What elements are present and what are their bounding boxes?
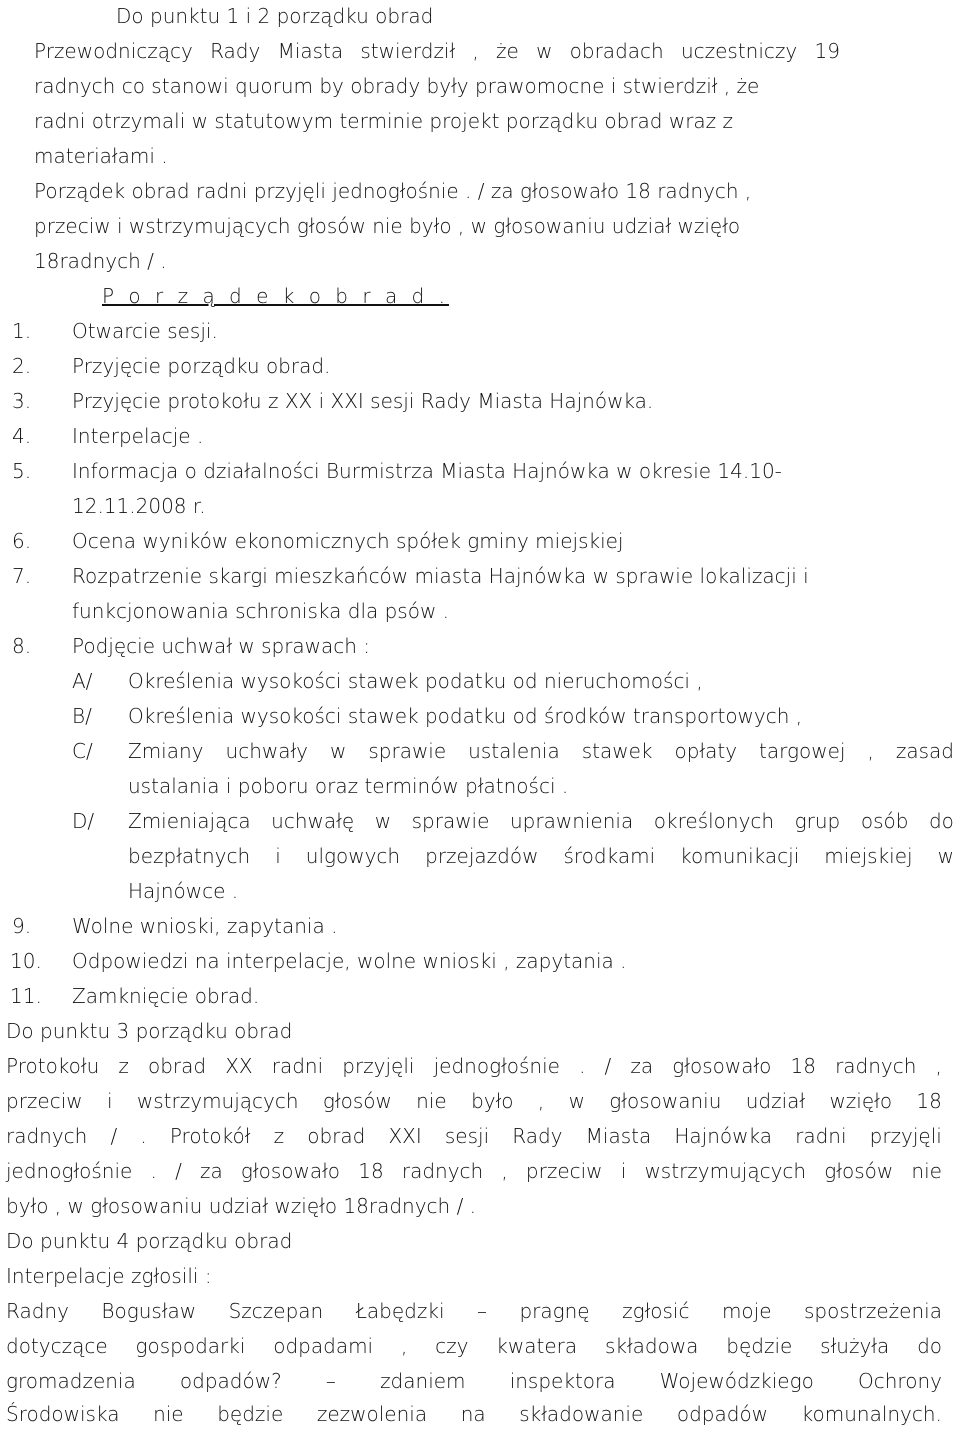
agenda-item: Informacja o działalności Burmistrza Miasta Hajnówka w okresie 14.10- <box>72 459 782 483</box>
word: będzie <box>726 1334 793 1358</box>
subitem-letter: D/ <box>72 809 95 833</box>
word: bezpłatnych <box>128 844 251 868</box>
word: 18 <box>790 1054 816 1078</box>
word: określonych <box>653 809 775 833</box>
word: odpadów <box>676 1402 769 1426</box>
word: targowej <box>759 739 846 763</box>
word: , <box>935 1054 942 1078</box>
word: za <box>199 1159 223 1183</box>
agenda-item: Wolne wnioski, zapytania . <box>72 914 338 938</box>
agenda-number: 2. <box>12 354 32 378</box>
word: Zmieniająca <box>128 809 251 833</box>
word: przejazdów <box>425 844 539 868</box>
word: / <box>604 1054 612 1078</box>
word: nie <box>416 1089 447 1113</box>
subitem-letter: C/ <box>72 739 93 763</box>
word: w <box>374 809 392 833</box>
word: Szczepan <box>228 1299 324 1323</box>
word: w <box>937 844 954 868</box>
word: stwierdził <box>360 39 456 63</box>
word: z <box>118 1054 129 1078</box>
word: opłaty <box>674 739 738 763</box>
subitem-continuation: Hajnówce . <box>128 879 239 903</box>
word: 18 <box>358 1159 384 1183</box>
paragraph-line: materiałami . <box>34 144 168 168</box>
agenda-item: Odpowiedzi na interpelacje, wolne wnioski , zapytania . <box>72 949 627 973</box>
word: stawek <box>581 739 653 763</box>
word: uchwały <box>225 739 308 763</box>
word: – <box>325 1369 336 1393</box>
word: radni <box>271 1054 324 1078</box>
word: inspektora <box>509 1369 616 1393</box>
paragraph-line <box>6 1122 942 1150</box>
word: , <box>472 39 479 63</box>
subitem: Określenia wysokości stawek podatku od nieruchomości , <box>128 669 703 693</box>
word: głosowało <box>672 1054 772 1078</box>
word: sprawie <box>368 739 447 763</box>
agenda-item: Przyjęcie porządku obrad. <box>72 354 331 378</box>
agenda-item-continuation: 12.11.2008 r. <box>72 494 206 518</box>
word: Łabędzki <box>355 1299 445 1323</box>
word: w <box>330 739 347 763</box>
agenda-item-continuation: funkcjonowania schroniska dla psów . <box>72 599 450 623</box>
word: Rady <box>210 39 261 63</box>
word: przyjęli <box>869 1124 942 1148</box>
word: Środowiska <box>6 1402 120 1426</box>
word: . <box>140 1124 147 1148</box>
word: Bogusław <box>101 1299 197 1323</box>
word: obradach <box>569 39 664 63</box>
word: uchwałę <box>271 809 355 833</box>
word: na <box>460 1402 486 1426</box>
paragraph-line: 18radnych / . <box>34 249 167 273</box>
section-heading-4: Do punktu 4 porządku obrad <box>6 1229 293 1253</box>
agenda-number: 4. <box>12 424 32 448</box>
word: spostrzeżenia <box>804 1299 942 1323</box>
agenda-number: 9. <box>12 914 32 938</box>
word: Protokół <box>169 1124 251 1148</box>
word: Wojewódzkiego <box>659 1369 814 1393</box>
word: głosów <box>824 1159 894 1183</box>
word: głosowało <box>240 1159 341 1183</box>
paragraph-line: Porządek obrad radni przyjęli jednogłośnie . / za głosowało 18 radnych , <box>34 179 752 203</box>
word: zgłosić <box>622 1299 690 1323</box>
word: , <box>501 1159 508 1183</box>
word: sprawie <box>411 809 490 833</box>
agenda-number: 8. <box>12 634 32 658</box>
agenda-number: 6. <box>12 529 32 553</box>
word: Protokołu <box>6 1054 100 1078</box>
word: , <box>867 739 874 763</box>
word: i <box>620 1159 627 1183</box>
word: Zmiany <box>128 739 204 763</box>
word: uczestniczy <box>680 39 798 63</box>
paragraph-line <box>6 1297 942 1325</box>
word: uprawnienia <box>509 809 634 833</box>
word: czy <box>435 1334 469 1358</box>
word: XX <box>225 1054 253 1078</box>
paragraph-line: przeciw i wstrzymujących głosów nie było , w głosowaniu udział wzięło <box>34 214 741 238</box>
agenda-number: 3. <box>12 389 32 413</box>
word: osób <box>860 809 909 833</box>
subitem: Określenia wysokości stawek podatku od środków transportowych , <box>128 704 803 728</box>
word: radnych <box>835 1054 917 1078</box>
word: gromadzenia <box>6 1369 136 1393</box>
word: wzięło <box>829 1089 893 1113</box>
word: jednogłośnie <box>433 1054 560 1078</box>
word: z <box>273 1124 285 1148</box>
paragraph-line <box>6 1367 942 1395</box>
paragraph-line <box>6 1052 942 1080</box>
word: składowanie <box>519 1402 644 1426</box>
subitem <box>128 737 954 765</box>
paragraph-line <box>6 1157 942 1185</box>
paragraph-line: radni otrzymali w statutowym terminie projekt porządku obrad wraz z <box>34 109 734 133</box>
word: zasad <box>895 739 954 763</box>
word: składowa <box>604 1334 699 1358</box>
word: głosów <box>322 1089 392 1113</box>
word: nie <box>911 1159 942 1183</box>
word: środkami <box>563 844 656 868</box>
word: grup <box>794 809 841 833</box>
agenda-item: Otwarcie sesji. <box>72 319 218 343</box>
word: Rady <box>512 1124 563 1148</box>
word: Ochrony <box>858 1369 942 1393</box>
word: było <box>471 1089 514 1113</box>
word: obrad <box>307 1124 366 1148</box>
agenda-item: Podjęcie uchwał w sprawach : <box>72 634 371 658</box>
word: dotyczące <box>6 1334 108 1358</box>
paragraph-line <box>6 1400 942 1428</box>
word: i <box>275 844 281 868</box>
paragraph-line <box>6 1332 942 1360</box>
word: / <box>175 1159 182 1183</box>
subitem-continuation <box>128 842 954 870</box>
section-heading-3: Do punktu 3 porządku obrad <box>6 1019 293 1043</box>
word: , <box>537 1089 545 1113</box>
word: w <box>568 1089 585 1113</box>
word: do <box>928 809 954 833</box>
agenda-item: Zamknięcie obrad. <box>72 984 260 1008</box>
word: radnych <box>401 1159 484 1183</box>
word: XXI <box>388 1124 422 1148</box>
word: Radny <box>6 1299 69 1323</box>
agenda-item: Interpelacje . <box>72 424 204 448</box>
agenda-title: P o r z ą d e k o b r a d . <box>102 284 449 308</box>
word: . <box>579 1054 586 1078</box>
agenda-number: 10. <box>10 949 42 973</box>
word: i <box>106 1089 113 1113</box>
word: będzie <box>217 1402 284 1426</box>
word: odpadów? <box>179 1369 282 1393</box>
word: przyjęli <box>342 1054 415 1078</box>
subheading: Interpelacje zgłosili : <box>6 1264 212 1288</box>
word: zdaniem <box>380 1369 466 1393</box>
word: / <box>110 1124 118 1148</box>
subitem-letter: B/ <box>72 704 92 728</box>
word: Miasta <box>585 1124 652 1148</box>
subitem-continuation: ustalania i poboru oraz terminów płatności . <box>128 774 569 798</box>
word: zezwolenia <box>316 1402 428 1426</box>
word: do <box>917 1334 942 1358</box>
word: gospodarki <box>135 1334 246 1358</box>
word: wstrzymujących <box>136 1089 299 1113</box>
word: pragnę <box>519 1299 590 1323</box>
word: sesji <box>444 1124 490 1148</box>
word: , <box>400 1334 408 1358</box>
word: ustalenia <box>468 739 560 763</box>
word: kwatera <box>496 1334 578 1358</box>
word: służyła <box>820 1334 890 1358</box>
word: – <box>476 1299 487 1323</box>
word: radni <box>795 1124 847 1148</box>
subitem-letter: A/ <box>72 669 93 693</box>
paragraph-line <box>34 37 840 65</box>
word: . <box>150 1159 157 1183</box>
agenda-number: 11. <box>10 984 42 1008</box>
word: obrad <box>148 1054 207 1078</box>
word: przeciw <box>525 1159 603 1183</box>
word: 19 <box>814 39 840 63</box>
paragraph-line <box>6 1087 942 1115</box>
section-heading-1-2: Do punktu 1 i 2 porządku obrad <box>116 4 434 28</box>
word: moje <box>721 1299 772 1323</box>
paragraph-line: było , w głosowaniu udział wzięło 18radnych / . <box>6 1194 477 1218</box>
word: nie <box>153 1402 184 1426</box>
word: udział <box>745 1089 806 1113</box>
word: Miasta <box>277 39 344 63</box>
word: za <box>630 1054 654 1078</box>
agenda-number: 5. <box>12 459 32 483</box>
agenda-number: 1. <box>12 319 32 343</box>
word: przeciw <box>6 1089 83 1113</box>
agenda-number: 7. <box>12 564 32 588</box>
word: jednogłośnie <box>6 1159 133 1183</box>
word: odpadami <box>273 1334 374 1358</box>
word: radnych <box>6 1124 88 1148</box>
word: Hajnówka <box>674 1124 772 1148</box>
paragraph-line: radnych co stanowi quorum by obrady były prawomocne i stwierdził , że <box>34 74 760 98</box>
word: 18 <box>916 1089 942 1113</box>
word: komunikacji <box>680 844 800 868</box>
word: miejskiej <box>824 844 913 868</box>
word: głosowaniu <box>609 1089 722 1113</box>
word: w <box>536 39 553 63</box>
subitem <box>128 807 954 835</box>
agenda-item: Ocena wyników ekonomicznych spółek gminy miejskiej <box>72 529 624 553</box>
agenda-item: Przyjęcie protokołu z XX i XXI sesji Rady Miasta Hajnówka. <box>72 389 654 413</box>
word: komunalnych. <box>801 1402 942 1426</box>
agenda-item: Rozpatrzenie skargi mieszkańców miasta Hajnówka w sprawie lokalizacji i <box>72 564 809 588</box>
word: wstrzymujących <box>644 1159 807 1183</box>
word: Przewodniczący <box>34 39 193 63</box>
word: ulgowych <box>305 844 401 868</box>
word: że <box>496 39 519 63</box>
